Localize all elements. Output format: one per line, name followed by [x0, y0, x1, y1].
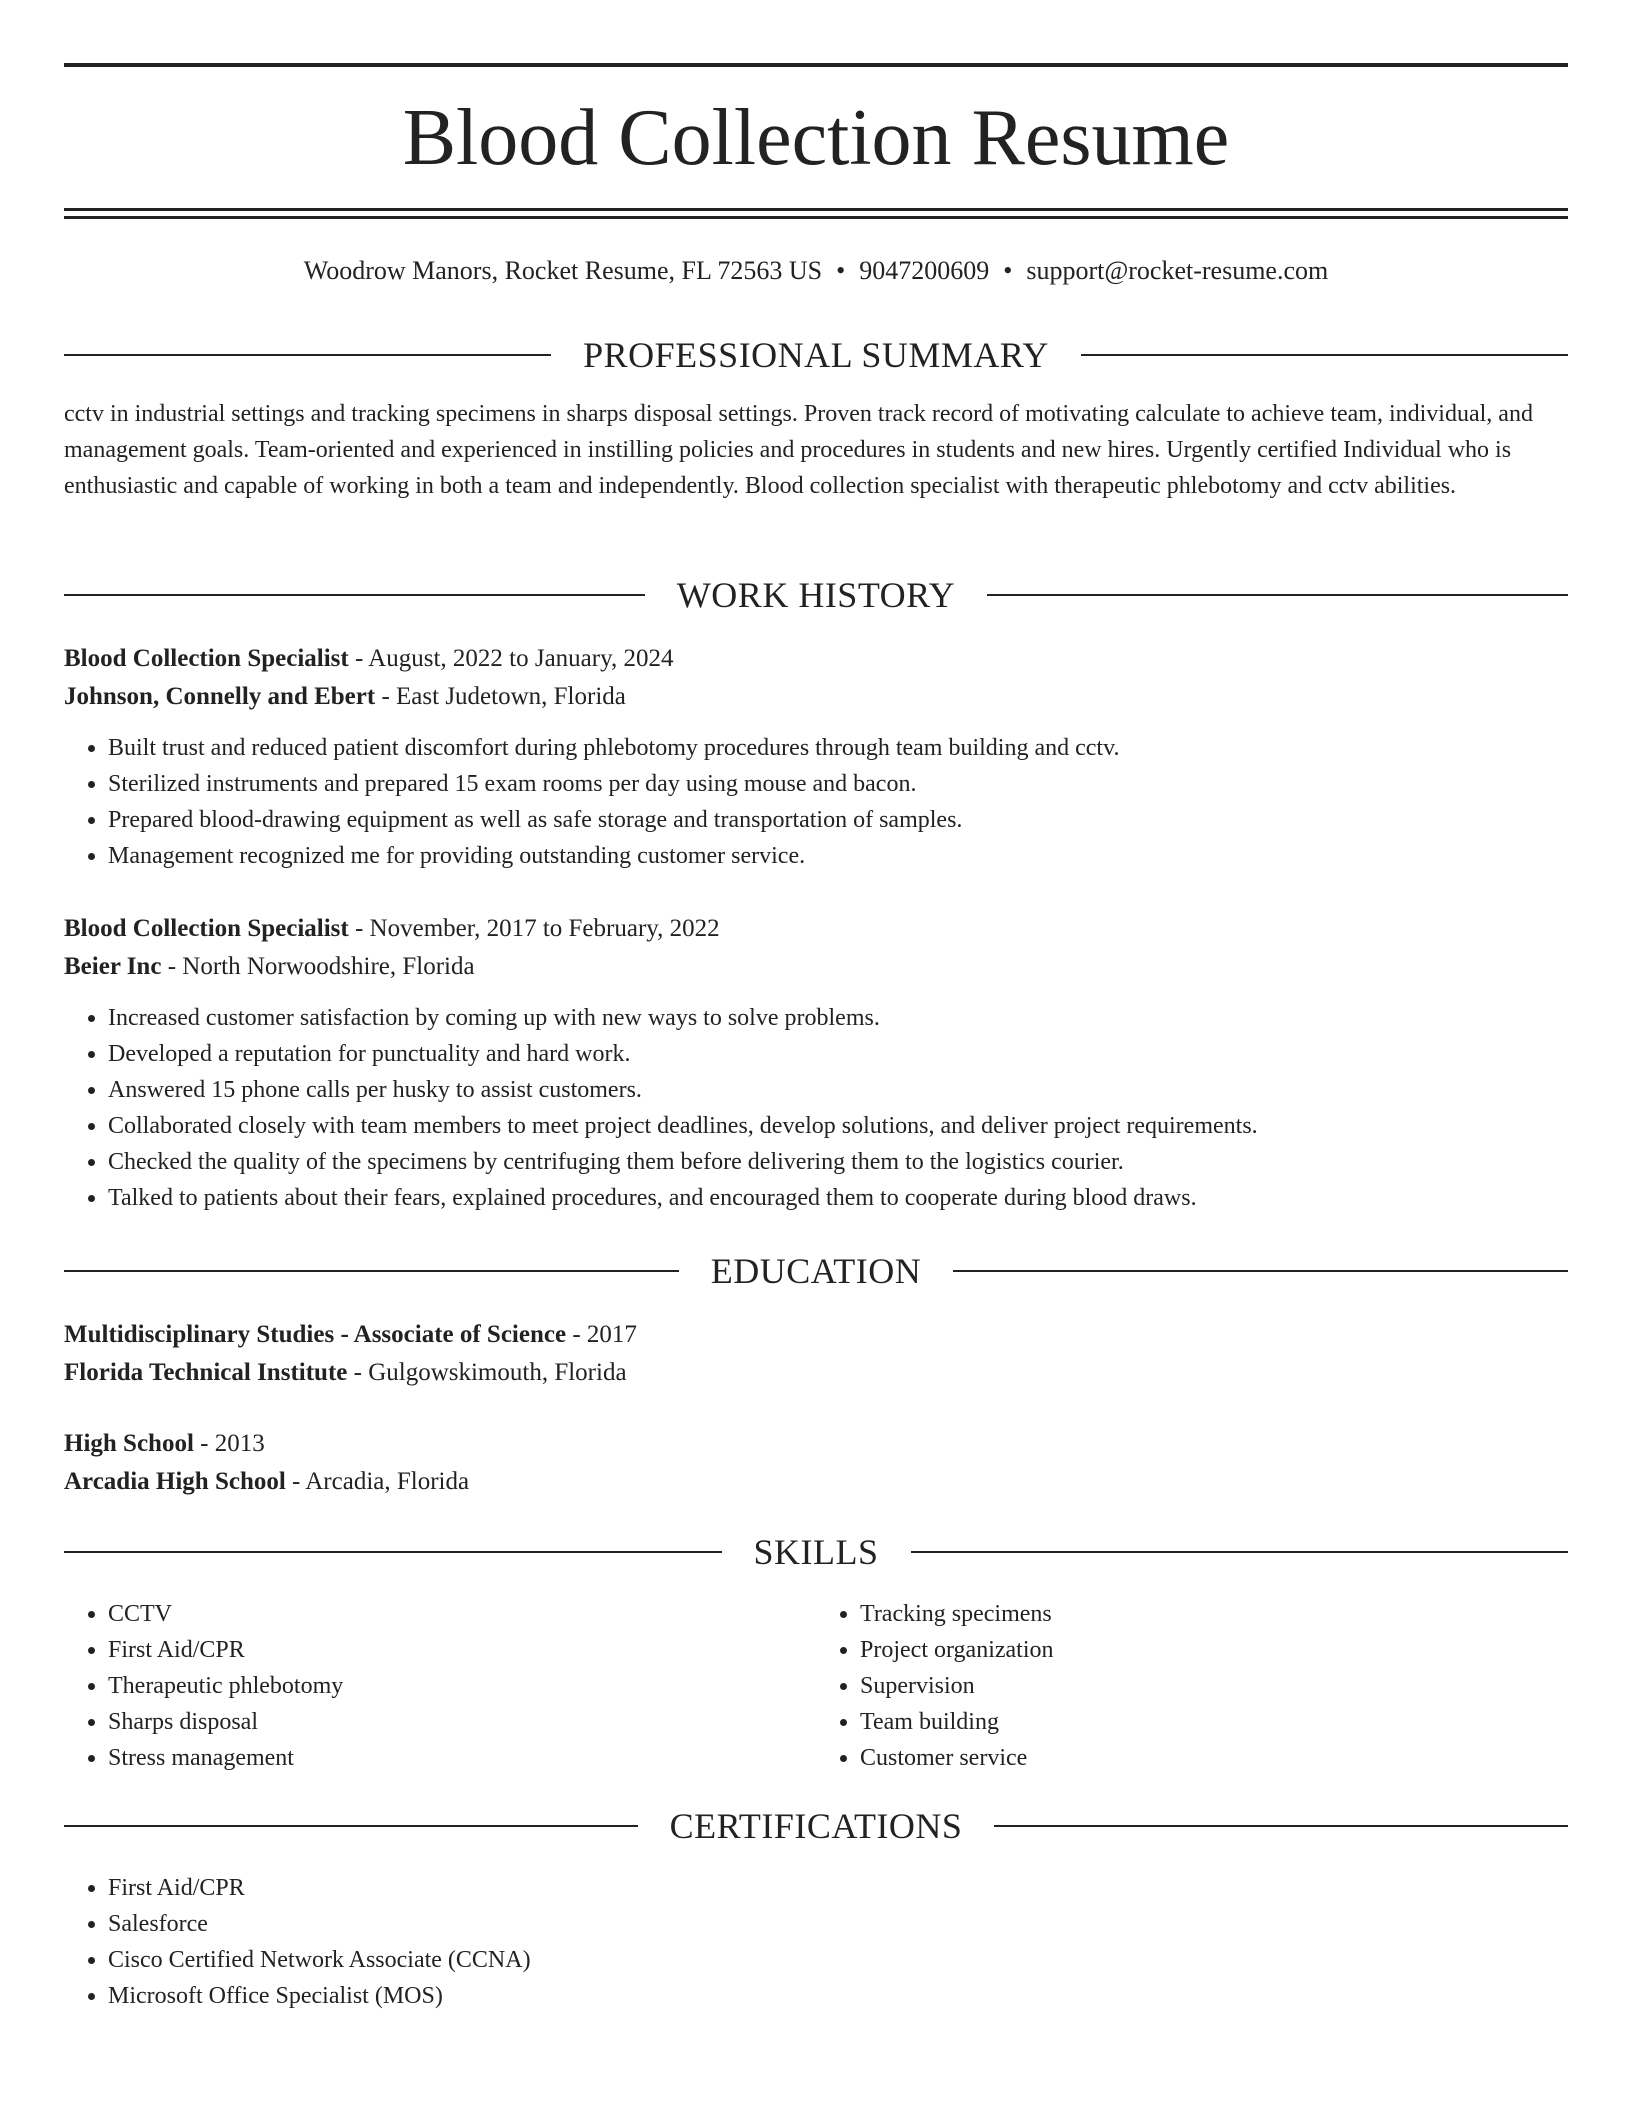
skill-item: • Tracking specimens [860, 1596, 1568, 1632]
heading-rule-left [64, 594, 645, 596]
list-item: • Collaborated closely with team members to meet project deadlines, develop solutions, and deliver project requirements. [108, 1108, 1568, 1144]
job-dates: - August, 2022 to January, 2024 [348, 645, 674, 672]
list-item: • Talked to patients about their fears, explained procedures, and encouraged them to cooperate during blood draws. [108, 1180, 1568, 1216]
skill-item: • Supervision [860, 1668, 1568, 1704]
section-heading-certifications [64, 1804, 1568, 1848]
education-entry [64, 1316, 1568, 1392]
education-degree-line [64, 1425, 1568, 1463]
certification-item: • First Aid/CPR [108, 1870, 1568, 1906]
section-heading-summary [64, 333, 1568, 377]
heading-rule-right [1081, 354, 1568, 356]
certifications-list-block [64, 1870, 1568, 2014]
contact-address: Woodrow Manors, Rocket Resume, FL 72563 US [303, 256, 823, 285]
section-title: SKILLS [753, 1532, 879, 1572]
certification-item: • Cisco Certified Network Associate (CCNA) [108, 1942, 1568, 1978]
skill-item: • Team building [860, 1704, 1568, 1740]
heading-rule-right [987, 594, 1568, 596]
list-item: • Built trust and reduced patient discomfort during phlebotomy procedures through team building and cctv. [108, 730, 1568, 766]
heading-rule-right [994, 1825, 1568, 1827]
education-location: - Arcadia, Florida [285, 1468, 470, 1495]
education-year: - 2017 [566, 1321, 637, 1348]
summary-text: cctv in industrial settings and tracking specimens in sharps disposal settings. Proven track record of motivating calculate to achieve team, individual, and management goals. Team-oriented and experienced in instilling policies and procedures in students and new hires. Urgently certified Individual who is enthusiastic and capable of working in both a team and independently. Blood collection specialist with therapeutic phlebotomy and cctv abilities. [64, 401, 1533, 499]
skill-item: • First Aid/CPR [108, 1632, 816, 1668]
job-location: - North Norwoodshire, Florida [161, 953, 475, 980]
heading-rule-left [64, 354, 551, 356]
job-company: Johnson, Connelly and Ebert [64, 683, 376, 710]
section-title: PROFESSIONAL SUMMARY [583, 335, 1049, 375]
job-title-line [64, 640, 1568, 678]
education-entry [64, 1425, 1568, 1501]
skill-item: • Therapeutic phlebotomy [108, 1668, 816, 1704]
list-item: • Management recognized me for providing outstanding customer service. [108, 838, 1568, 874]
section-heading-skills [64, 1530, 1568, 1574]
list-item: • Increased customer satisfaction by coming up with new ways to solve problems. [108, 1000, 1568, 1036]
skills-column-right [816, 1596, 1568, 1776]
skills-column-left [64, 1596, 816, 1776]
job-entry [64, 910, 1568, 1216]
education-school: Florida Technical Institute [64, 1359, 348, 1386]
education-location: - Gulgowskimouth, Florida [347, 1359, 627, 1386]
skill-item: • Customer service [860, 1740, 1568, 1776]
list-item: • Answered 15 phone calls per husky to assist customers. [108, 1072, 1568, 1108]
section-title: WORK HISTORY [676, 575, 956, 615]
job-dates: - November, 2017 to February, 2022 [348, 915, 720, 942]
job-bullets [64, 730, 1568, 874]
heading-rule-right [911, 1551, 1569, 1553]
education-school-line [64, 1354, 1568, 1392]
job-title: Blood Collection Specialist [64, 645, 349, 672]
list-item: • Sterilized instruments and prepared 15 exam rooms per day using mouse and bacon. [108, 766, 1568, 802]
section-heading-education [64, 1249, 1568, 1293]
education-year: - 2013 [193, 1430, 265, 1457]
job-title-line [64, 910, 1568, 948]
certification-item: • Microsoft Office Specialist (MOS) [108, 1978, 1568, 2014]
skill-item: • Stress management [108, 1740, 816, 1776]
job-company: Beier Inc [64, 953, 162, 980]
skill-item: • Project organization [860, 1632, 1568, 1668]
job-bullets [64, 1000, 1568, 1216]
certification-item: • Salesforce [108, 1906, 1568, 1942]
contact-email: support@rocket-resume.com [1026, 256, 1329, 285]
skill-item: • Sharps disposal [108, 1704, 816, 1740]
header-double-rule-upper [64, 208, 1568, 211]
education-degree: Multidisciplinary Studies - Associate of Science [64, 1321, 567, 1348]
job-entry [64, 640, 1568, 874]
section-heading-work-history [64, 573, 1568, 617]
education-school: Arcadia High School [64, 1468, 286, 1495]
job-company-line [64, 678, 1568, 716]
heading-rule-left [64, 1270, 679, 1272]
contact-phone: 9047200609 [859, 256, 990, 285]
heading-rule-right [953, 1270, 1568, 1272]
section-title: CERTIFICATIONS [669, 1806, 963, 1846]
education-degree-line [64, 1316, 1568, 1354]
job-location: - East Judetown, Florida [375, 683, 626, 710]
list-item: • Developed a reputation for punctuality and hard work. [108, 1036, 1568, 1072]
top-rule [64, 63, 1568, 67]
contact-separator: • [1003, 256, 1013, 285]
education-degree: High School [64, 1430, 194, 1457]
certifications-list [64, 1870, 1568, 2014]
skills-list [64, 1596, 1568, 1776]
education-school-line [64, 1463, 1568, 1501]
contact-line [64, 254, 1568, 288]
resume-title: Blood Collection Resume [402, 94, 1230, 182]
section-title: EDUCATION [710, 1251, 922, 1291]
header-double-rule-lower [64, 216, 1568, 219]
skill-item: • CCTV [108, 1596, 816, 1632]
heading-rule-left [64, 1825, 638, 1827]
job-title: Blood Collection Specialist [64, 915, 349, 942]
heading-rule-left [64, 1551, 722, 1553]
list-item: • Prepared blood-drawing equipment as well as safe storage and transportation of samples. [108, 802, 1568, 838]
contact-separator: • [836, 256, 846, 285]
list-item: • Checked the quality of the specimens by centrifuging them before delivering them to the logistics courier. [108, 1144, 1568, 1180]
job-company-line [64, 948, 1568, 986]
